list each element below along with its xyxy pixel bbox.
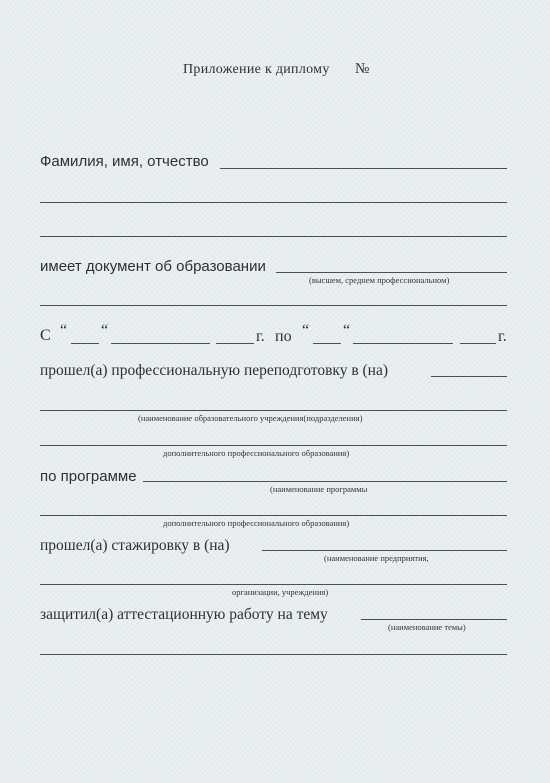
document-line[interactable] [276,272,507,273]
number-sign: № [355,61,370,77]
thesis-line-2[interactable] [40,654,507,655]
retraining-label: прошел(а) профессиональную переподготовку в (на) [40,362,389,379]
thesis-note: (наименование темы) [388,622,466,632]
day-from-line[interactable] [71,343,99,344]
month-from-line[interactable] [111,343,210,344]
retraining-line-3[interactable] [40,445,507,446]
month-to-line[interactable] [353,343,453,344]
program-label: по программе [40,468,137,485]
institution-note: (наименование образовательного учреждения(подразделения) [138,413,363,423]
page-title: Приложение к диплому [183,62,330,77]
document-line-2[interactable] [40,305,507,306]
internship-line-1[interactable] [262,550,507,551]
additional-edu-note-2: дополнительного профессионального образования) [163,518,350,528]
quote-open-2: “ [302,322,310,339]
quote-close-2: “ [343,322,351,339]
fio-label: Фамилия, имя, отчество [40,153,209,170]
program-line-1[interactable] [143,481,507,482]
fio-line-1[interactable] [220,168,507,169]
fio-line-2[interactable] [40,202,507,203]
thesis-line-1[interactable] [361,619,507,620]
day-to-line[interactable] [313,343,341,344]
enterprise-note: (наименование предприятия, [324,553,429,563]
document-note: (высшем, среднем профессиональном) [309,275,450,285]
program-note: (наименование программы [270,484,368,494]
quote-close-1: “ [101,322,109,339]
year-suffix-1: г. [256,328,265,345]
retraining-line-1[interactable] [431,376,507,377]
period-to-label: по [275,328,292,345]
fio-line-3[interactable] [40,236,507,237]
document-label: имеет документ об образовании [40,258,266,275]
period-from-label: С [40,327,51,344]
additional-edu-note-1: дополнительного профессионального образования) [163,448,350,458]
organization-note: организации, учреждения) [232,587,329,597]
quote-open-1: “ [60,322,68,339]
thesis-label: защитил(а) аттестационную работу на тему [40,606,328,623]
internship-line-2[interactable] [40,584,507,585]
year-to-line[interactable] [460,343,496,344]
year-suffix-2: г. [498,328,507,345]
program-line-2[interactable] [40,515,507,516]
year-from-line[interactable] [216,343,254,344]
retraining-line-2[interactable] [40,410,507,411]
internship-label: прошел(а) стажировку в (на) [40,537,230,554]
